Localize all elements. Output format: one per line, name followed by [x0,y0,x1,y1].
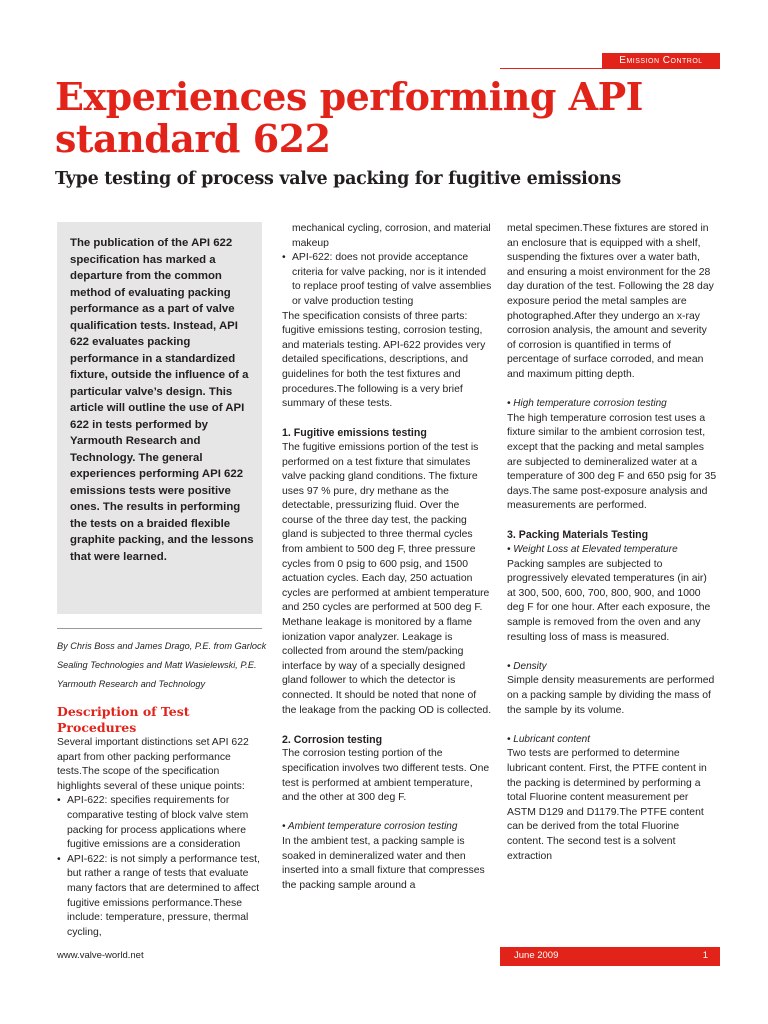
bullet-item-continued: mechanical cycling, corrosion, and material makeup [292,223,491,249]
footer-rule [500,965,720,966]
paragraph: Two tests are performed to determine lubricant content. First, the PTFE content in the packing is determined by performing a total Fluorine content measurement per ASTM D129 and D1179.The PTFE content can be derived from the total Fluorine content. The second test is a solvent extraction [507,748,707,862]
bullet-list [282,222,492,310]
page-number: 1 [702,950,708,961]
section-heading-corrosion: 2. Corrosion testing [282,733,383,746]
section-tag: Emission Control [602,53,720,68]
footer-bar [500,947,720,965]
paragraph: metal specimen.These fixtures are stored in an enclosure that is equipped with a shelf, suspending the fixtures over a water bath, and ensuring a moist environment for the 28 day duration of the test. Following the 28 day exposure period the metal samples are photographed.After they undergo an x-ray corrosion analysis, the amount and severity of corrosion is quantified in terms of percentage of surface corroded, and mean and maximum pitting depth. [507,223,714,380]
column-3 [507,222,717,864]
paragraph: The fugitive emissions portion of the test is performed on a test fixture that simulates valve packing gland conditions. The fixture uses 97 % pure, dry methane as the detectable, pressurizing fluid. Over the course of the three day test, the packing gland is subjected to three thermal cycles from ambient to 500 deg F, three pressure cycles from 0 psig to 600 psig, and 1500 actuation cycles. Each day, 250 actuation cycles are performed at ambient temperature and 250 cycles are performed at 500 deg F. Methane leakage is monitored by a flame ionization vapor analyzer. Leakage is collected from around the stem/packing interface by way of a specially designed gland follower to which the detector is connected. It should be noted that none of the leakage from the packing OD is collected. [282,441,492,716]
paragraph: The high temperature corrosion test uses a fixture similar to the ambient corrosion test, except that the packing and metal samples are subjected to demineralized water at a temperature of 300 deg F and 650 psig for 35 days.The same post-exposure analysis and measurements are performed. [507,412,717,512]
subheading-density: • Density [507,660,547,672]
section-heading-fugitive-emissions: 1. Fugitive emissions testing [282,427,427,440]
article-subtitle: Type testing of process valve packing for fugitive emissions [55,169,621,189]
intro-text: The publication of the API 622 specification has marked a departure from the common method of evaluating packing performance as a part of valve qualification tests. Instead, API 622 evaluates packing performance in a standardized fixture, outside the influence of a particular valve’s design. This article will outline the use of API 622 in tests performed by Yarmouth Research and Technology. The general experiences performing API 622 emissions tests were positive ones. The results in performing the tests on a braided flexible graphite packing, and the lessons that were learned. [70,237,254,563]
paragraph: Several important distinctions set API 622 apart from other packing performance tests.The scope of the specification highlights several of these unique points: [57,737,249,792]
article-title: Experiences performing API standard 622 [55,74,643,161]
column-2 [282,222,492,893]
byline-divider [57,628,262,629]
section-tag-rule [500,68,720,69]
bullet-item: • API-622: specifies requirements for comparative testing of block valve stem packing for process applications where fugitive emissions are a consideration [57,794,265,852]
paragraph: Packing samples are subjected to progressively elevated temperatures (in air) at 300, 500, 600, 700, 800, 900, and 1000 deg F for one hour. After each exposure, the sample is removed from the oven and any resulting loss of mass is measured. [507,558,711,643]
subheading-lubricant: • Lubricant content [507,733,590,745]
section-heading-materials: 3. Packing Materials Testing [507,529,649,542]
subheading-high-temp-corrosion: • High temperature corrosion testing [507,398,667,410]
footer-url: www.valve-world.net [57,950,144,961]
paragraph: The specification consists of three parts: fugitive emissions testing, corrosion testing, and materials testing. API-622 provides very detailed specifications, descriptions, and guidelines for both the test fixtures and procedures.The following is a very brief summary of these tests. [282,310,486,410]
subheading-weight-loss: • Weight Loss at Elevated temperature [507,544,678,556]
bullet-item: • API-622: does not provide acceptance criteria for valve packing, nor is it intended to replace proof testing of valve assemblies or valve production testing [282,251,492,309]
subheading-ambient-corrosion: • Ambient temperature corrosion testing [282,821,458,833]
column-1 [57,704,265,940]
footer-date: June 2009 [514,950,559,961]
bullet-list [57,794,265,940]
paragraph: In the ambient test, a packing sample is soaked in demineralized water and then inserted into a small fixture that compresses the packing sample around a [282,835,485,891]
paragraph: Simple density measurements are performed on a packing sample by dividing the mass of the sample by its volume. [507,675,715,716]
intro-box [57,222,262,614]
bullet-item: • API-622: is not simply a performance test, but rather a range of tests that evaluate many factors that are determined to affect fugitive emissions performance.These include: temperature, pressure, thermal cycling, [57,853,265,941]
paragraph: The corrosion testing portion of the specification involves two different tests. One test is performed at ambient temperature, and the other at 300 deg F. [282,748,490,804]
byline: By Chris Boss and James Drago, P.E. from Garlock Sealing Technologies and Matt Wasielewski, P.E. Yarmouth Research and Technology [57,641,267,689]
section-heading-procedures: Description of Test Procedures [57,704,190,735]
